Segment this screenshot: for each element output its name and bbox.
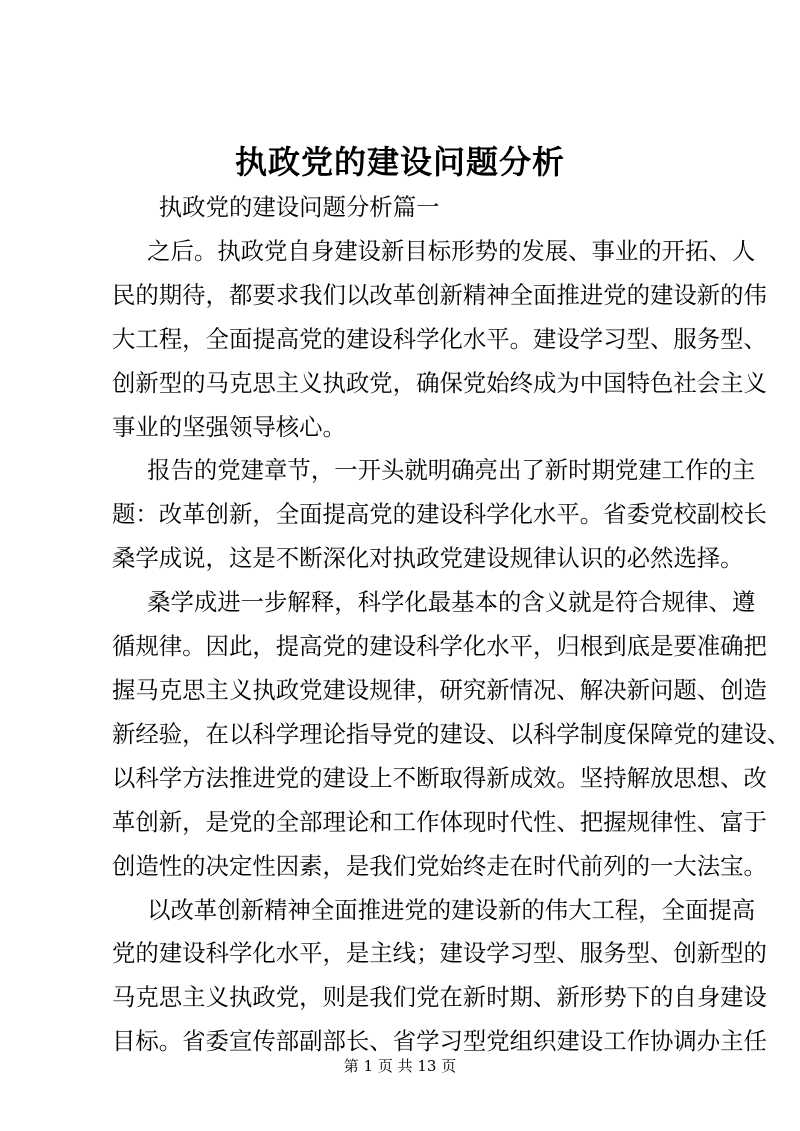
page-number-footer: 第 1 页 共 13 页: [343, 1057, 457, 1075]
text-line: 题：改革创新，全面提高党的建设科学化水平。省委党校副校长: [112, 500, 767, 529]
text-line: 民的期待，都要求我们以改革创新精神全面推进党的建设新的伟: [112, 280, 767, 309]
text-line: 以改革创新精神全面推进党的建设新的伟大工程，全面提高: [147, 895, 756, 924]
document-title: 执政党的建设问题分析: [234, 143, 565, 181]
text-line: 循规律。因此，提高党的建设科学化水平，归根到底是要准确把: [112, 632, 767, 661]
paragraph-2: [112, 449, 767, 581]
text-line: 以科学方法推进党的建设上不断取得新成效。坚持解放思想、改: [112, 763, 767, 792]
text-line: 目标。省委宣传部副部长、省学习型党组织建设工作协调办主任: [112, 1027, 767, 1056]
section-heading: 执政党的建设问题分析篇一: [158, 193, 440, 221]
paragraph-4: [112, 889, 767, 1065]
paragraph-3: [112, 581, 791, 888]
text-line: 之后。执政党自身建设新目标形势的发展、事业的开拓、人: [147, 236, 756, 265]
text-line: 事业的坚强领导核心。: [112, 412, 346, 441]
text-line: 创新型的马克思主义执政党，确保党始终成为中国特色社会主义: [112, 368, 767, 397]
document-body: [112, 186, 791, 1064]
text-line: 报告的党建章节，一开头就明确亮出了新时期党建工作的主: [147, 456, 756, 485]
text-line: 马克思主义执政党，则是我们党在新时期、新形势下的自身建设: [112, 983, 767, 1012]
text-line: 握马克思主义执政党建设规律，研究新情况、解决新问题、创造: [112, 675, 767, 704]
text-line: 创造性的决定性因素，是我们党始终走在时代前列的一大法宝。: [112, 851, 767, 880]
text-line: 桑学成说，这是不断深化对执政党建设规律认识的必然选择。: [112, 544, 744, 573]
paragraph-1: [112, 230, 767, 450]
text-line: 新经验，在以科学理论指导党的建设、以科学制度保障党的建设、: [112, 719, 791, 748]
text-line: 革创新，是党的全部理论和工作体现时代性、把握规律性、富于: [112, 807, 767, 836]
text-line: 桑学成进一步解释，科学化最基本的含义就是符合规律、遵: [147, 588, 756, 617]
text-line: 党的建设科学化水平，是主线；建设学习型、服务型、创新型的: [112, 939, 767, 968]
text-line: 大工程，全面提高党的建设科学化水平。建设学习型、服务型、: [112, 324, 767, 353]
